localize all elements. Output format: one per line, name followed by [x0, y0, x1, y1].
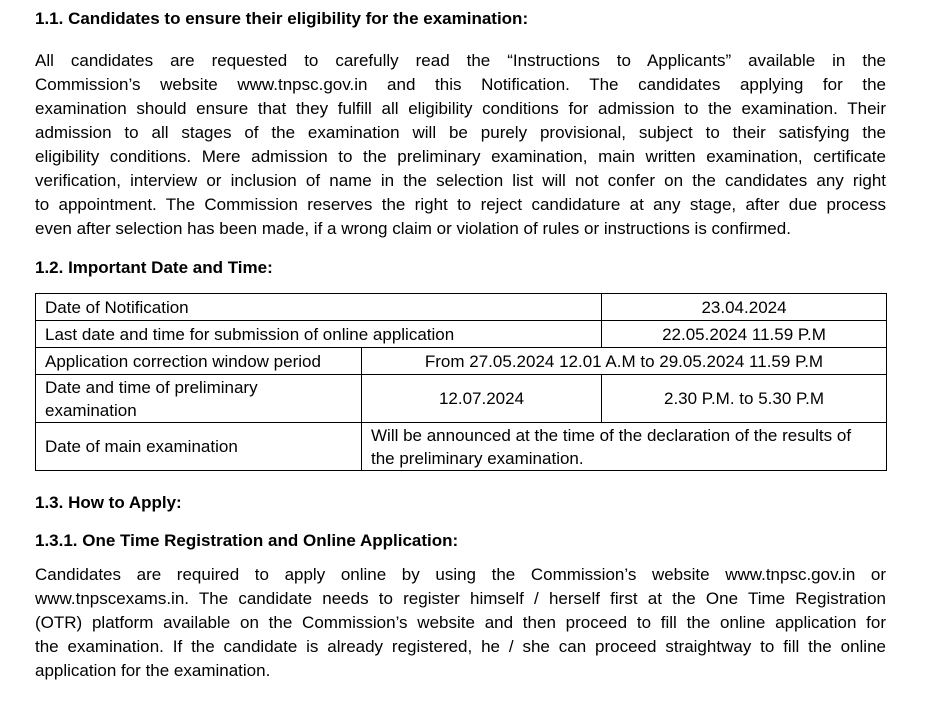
section-1-3-heading: 1.3. How to Apply:	[35, 493, 182, 512]
notification-date-cell: 23.04.2024	[602, 294, 887, 321]
paragraph-line: even after selection has been made, if a wrong claim or violation of rules or instructions is confirmed.	[35, 219, 791, 238]
paragraph-line: verification, interview or inclusion of name in the selection list will not confer on the candidates any right	[35, 171, 886, 190]
table-row	[36, 321, 887, 348]
table-row	[36, 294, 887, 321]
section-1-3-1-heading: 1.3.1. One Time Registration and Online Application:	[35, 531, 459, 550]
paragraph-line: Commission’s website www.tnpsc.gov.in and this Notification. The candidates applying for the	[35, 75, 886, 94]
table-row	[36, 348, 887, 375]
paragraph-line: Candidates are required to apply online by using the Commission’s website www.tnpsc.gov.in or	[35, 565, 886, 584]
section-1-1-paragraph	[35, 49, 886, 241]
paragraph-line: eligibility conditions. Mere admission to the preliminary examination, main written examination, certificate	[35, 147, 886, 166]
table-row	[36, 423, 887, 471]
notification-label-cell: Date of Notification	[36, 294, 602, 321]
preliminary-exam-date-cell: 12.07.2024	[362, 375, 602, 423]
table-row	[36, 375, 887, 423]
paragraph-line: the examination. If the candidate is already registered, he / she can proceed straightway to fill the online	[35, 637, 886, 656]
last-date-label-cell: Last date and time for submission of online application	[36, 321, 602, 348]
paragraph-line: www.tnpscexams.in. The candidate needs to register himself / herself first at the One Time Registration	[35, 589, 886, 608]
paragraph-line: application for the examination.	[35, 661, 271, 680]
section-1-2-heading: 1.2. Important Date and Time:	[35, 258, 273, 277]
preliminary-exam-label-cell: Date and time of preliminary examination	[36, 375, 362, 423]
correction-window-value-cell: From 27.05.2024 12.01 A.M to 29.05.2024 11.59 P.M	[362, 348, 887, 375]
main-exam-label-cell: Date of main examination	[36, 423, 362, 471]
important-dates-table	[35, 293, 887, 471]
paragraph-line: All candidates are requested to carefully read the “Instructions to Applicants” available in the	[35, 51, 886, 70]
section-1-3-1-paragraph	[35, 563, 886, 683]
section-1-1-heading: 1.1. Candidates to ensure their eligibility for the examination:	[35, 9, 529, 28]
last-date-value-cell: 22.05.2024 11.59 P.M	[602, 321, 887, 348]
preliminary-exam-time-cell: 2.30 P.M. to 5.30 P.M	[602, 375, 887, 423]
paragraph-line: (OTR) platform available on the Commission’s website and then proceed to fill the online application for	[35, 613, 886, 632]
paragraph-line: to appointment. The Commission reserves the right to reject candidature at any stage, after due process	[35, 195, 886, 214]
correction-window-label-cell: Application correction window period	[36, 348, 362, 375]
paragraph-line: admission to all stages of the examination will be purely provisional, subject to their satisfying the	[35, 123, 886, 142]
main-exam-value-cell: Will be announced at the time of the declaration of the results of the preliminary examination.	[362, 423, 887, 471]
paragraph-line: examination should ensure that they fulfill all eligibility conditions for admission to the examination. Their	[35, 99, 886, 118]
